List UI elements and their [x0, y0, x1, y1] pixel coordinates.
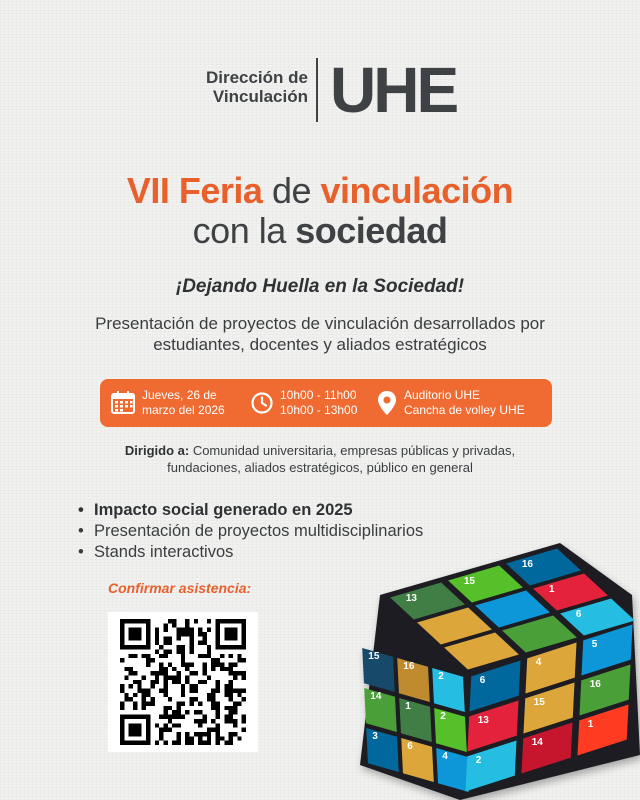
sdg-tile-number: 2 — [475, 755, 482, 767]
org-name-line2: Vinculación — [212, 87, 308, 106]
uhe-logo-text: UHE — [330, 60, 457, 120]
sdg-tile-number: 13 — [477, 715, 489, 727]
event-title-line1 — [0, 170, 640, 212]
sdg-tile-number: 16 — [521, 558, 533, 570]
tagline: ¡Dejando Huella en la Sociedad! — [175, 276, 465, 297]
sdg-tile-number: 6 — [575, 608, 582, 620]
event-title-line2 — [0, 210, 640, 252]
calendar-icon — [110, 390, 136, 416]
sdg-tile-number: 4 — [442, 751, 448, 763]
sdg-tile-number: 15 — [368, 651, 380, 663]
sdg-cube-illustration — [340, 535, 640, 800]
date-text — [142, 388, 225, 418]
location-text — [404, 388, 525, 418]
clock-icon — [250, 391, 274, 415]
time-line1: 10h00 - 11h00 — [280, 388, 357, 402]
sdg-tile-number: 16 — [589, 679, 601, 691]
location-line1: Auditorio UHE — [404, 388, 481, 402]
logo-divider — [316, 58, 318, 122]
target-audience — [80, 442, 560, 476]
list-item: • Stands interactivos — [78, 542, 423, 563]
audience-line2: fundaciones, aliados estratégicos, público en general — [167, 460, 473, 475]
sdg-tile-number: 15 — [533, 697, 545, 709]
title2-bold: sociedad — [295, 210, 448, 251]
org-name-line1: Dirección de — [205, 68, 308, 87]
org-name — [168, 68, 308, 106]
event-time — [250, 379, 357, 427]
event-description — [60, 313, 580, 355]
description-line1: Presentación de proyectos de vinculación desarrollados por — [95, 314, 545, 333]
qr-code-frame[interactable] — [108, 612, 258, 752]
event-location — [376, 379, 525, 427]
description-line2: estudiantes, docentes y aliados estratégicos — [153, 335, 487, 354]
sdg-tile-number: 13 — [405, 592, 417, 604]
sdg-tile-number: 1 — [548, 583, 555, 595]
sdg-tile-number: 6 — [479, 675, 486, 687]
audience-text1: Comunidad universitaria, empresas públicas y privadas, — [192, 443, 516, 458]
sdg-tile-number: 4 — [535, 657, 542, 669]
uhe-logo — [330, 60, 460, 120]
audience-line1 — [80, 442, 560, 459]
sdg-tile-number: 2 — [440, 711, 446, 723]
location-pin-icon — [376, 390, 398, 416]
title-accent2: vinculación — [320, 170, 514, 211]
time-line2: 10h00 - 13h00 — [280, 403, 358, 417]
title-accent: VII Feria — [126, 170, 263, 211]
audience-label: Dirigido a: — [124, 443, 190, 458]
cube-faces — [360, 543, 640, 800]
title-light: de — [271, 170, 312, 211]
event-info-bar — [100, 379, 552, 427]
sdg-tile-number: 3 — [372, 731, 378, 743]
sdg-tile-number: 16 — [403, 661, 415, 673]
list-item: • Presentación de proyectos multidisciplinarios — [78, 521, 423, 542]
sdg-tile-number: 6 — [407, 741, 413, 753]
list-item: • Impacto social generado en 2025 — [78, 500, 423, 521]
location-line2: Cancha de volley UHE — [404, 403, 525, 417]
date-line1: Jueves, 26 de — [142, 388, 217, 402]
qr-code-icon[interactable] — [120, 619, 246, 745]
sdg-tile-number: 15 — [463, 575, 475, 587]
sdg-tile-number: 1 — [587, 719, 594, 731]
sdg-tile-number: 1 — [405, 701, 411, 713]
rsvp-label: Confirmar asistencia: — [108, 580, 252, 596]
sdg-tile-number: 5 — [591, 639, 598, 651]
event-date — [110, 379, 225, 427]
time-text — [280, 388, 357, 418]
sdg-tile-number: 14 — [531, 737, 543, 749]
date-line2: marzo del 2026 — [142, 403, 225, 417]
sdg-tile-number: 14 — [370, 691, 382, 703]
sdg-tile-number: 2 — [438, 671, 444, 683]
title2-light: con la — [192, 210, 286, 251]
